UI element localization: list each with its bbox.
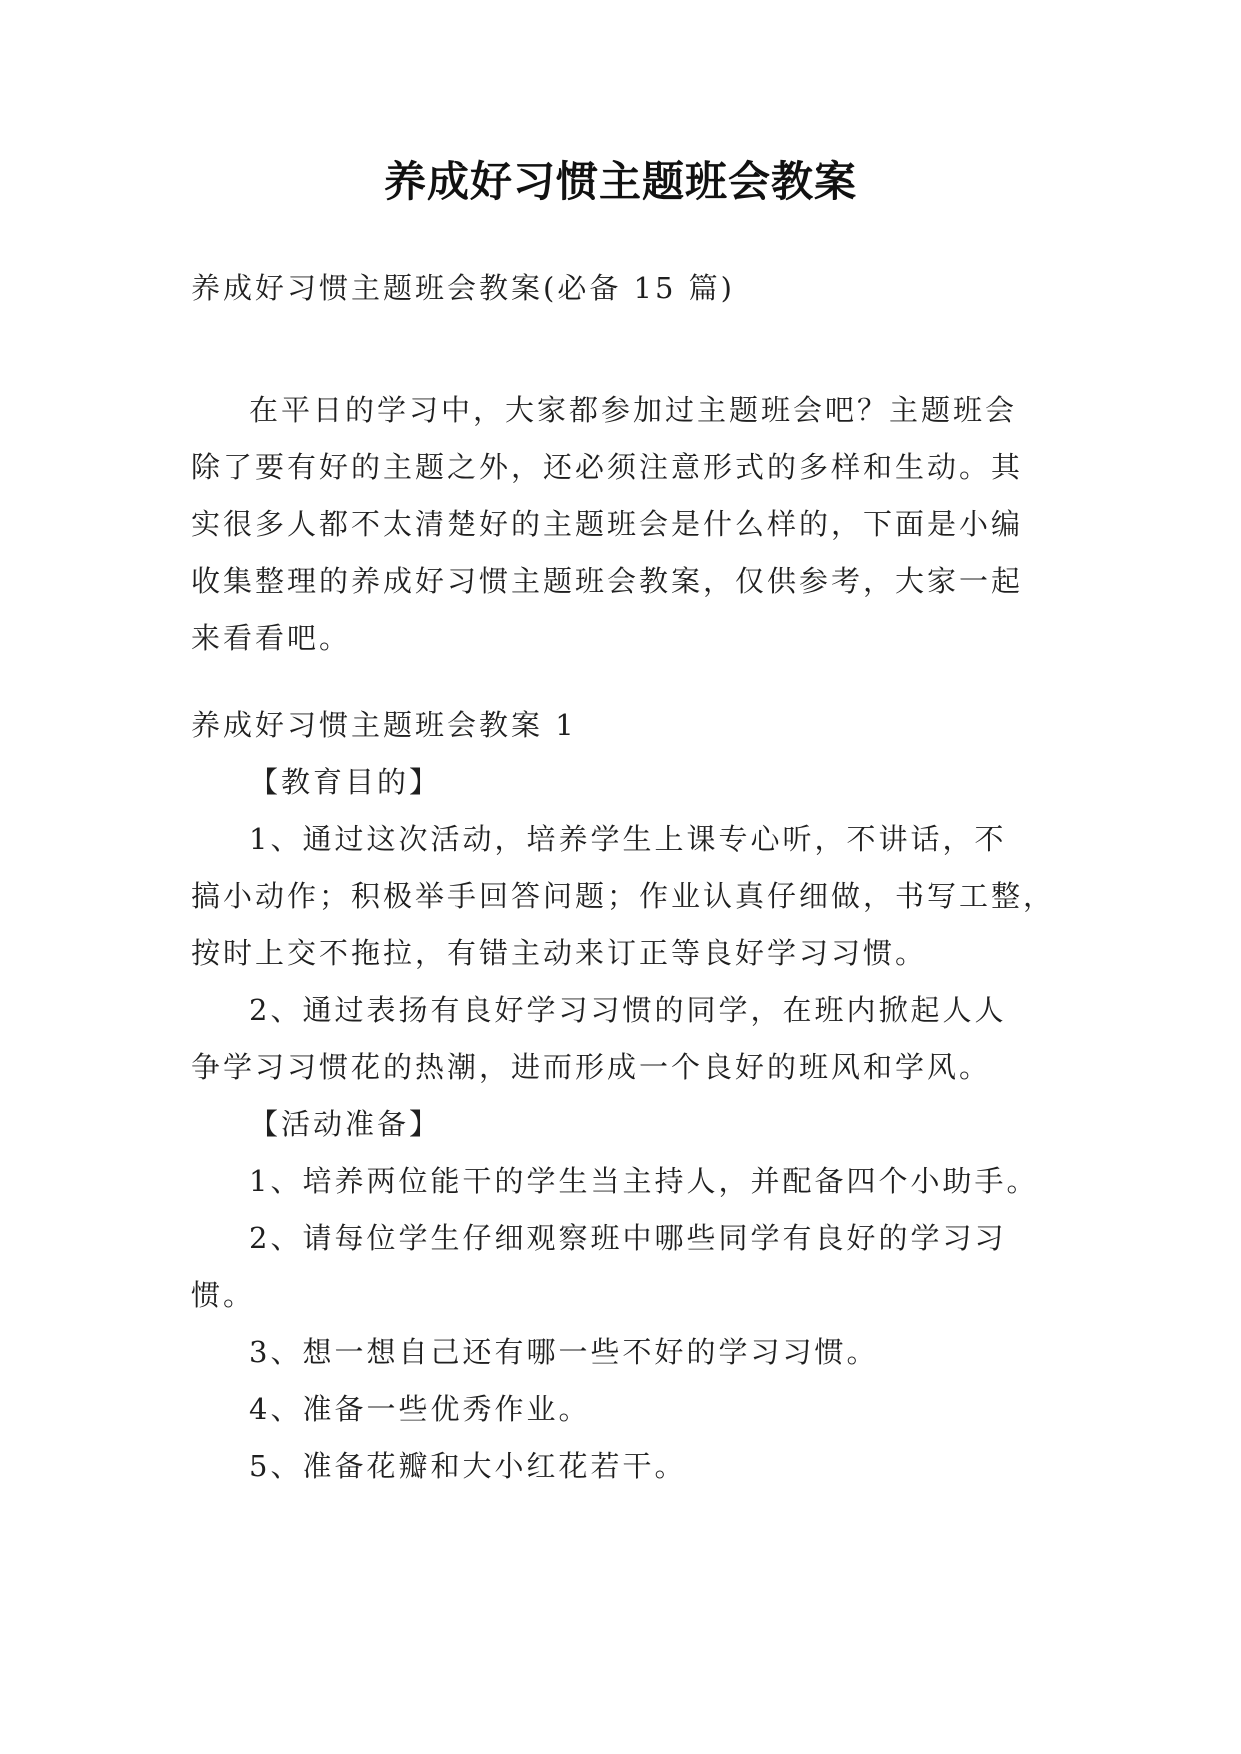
purpose-line: 搞小动作；积极举手回答问题；作业认真仔细做，书写工整， [191,879,1056,913]
purpose-item-1 [191,811,1071,982]
prep-item-5: 5、准备花瓣和大小红花若干。 [249,1449,687,1483]
prep-line: 惯。 [191,1278,256,1312]
prep-item-2 [191,1210,1071,1324]
prep-line: 2、请每位学生仔细观察班中哪些同学有良好的学习习 [249,1221,1007,1255]
intro-line: 实很多人都不太清楚好的主题班会是什么样的，下面是小编 [191,507,1024,541]
purpose-item-2 [191,982,1071,1096]
intro-paragraph [191,382,1071,667]
purpose-line: 争学习习惯花的热潮，进而形成一个良好的班风和学风。 [191,1050,992,1084]
purpose-line: 2、通过表扬有良好学习习惯的同学，在班内掀起人人 [249,993,1007,1027]
document-title: 养成好习惯主题班会教案 [383,157,857,206]
purpose-line: 按时上交不拖拉，有错主动来订正等良好学习习惯。 [191,936,928,970]
prep-item-3: 3、想一想自己还有哪一些不好的学习习惯。 [249,1335,879,1369]
prep-item-4: 4、准备一些优秀作业。 [249,1392,591,1426]
purpose-line: 1、通过这次活动，培养学生上课专心听，不讲话，不 [249,822,1007,856]
intro-line: 在平日的学习中，大家都参加过主题班会吧？主题班会 [249,393,1018,427]
document-subtitle: 养成好习惯主题班会教案(必备 15 篇) [191,271,735,305]
prep-item-1: 1、培养两位能干的学生当主持人，并配备四个小助手。 [249,1164,1039,1198]
intro-line: 收集整理的养成好习惯主题班会教案，仅供参考，大家一起 [191,564,1024,598]
prep-heading: 【活动准备】 [249,1107,442,1141]
purpose-heading: 【教育目的】 [249,765,442,799]
document-body [191,260,1071,1495]
intro-line: 来看看吧。 [191,621,352,655]
intro-line: 除了要有好的主题之外，还必须注意形式的多样和生动。其 [191,450,1024,484]
section-heading: 养成好习惯主题班会教案 1 [191,708,577,742]
